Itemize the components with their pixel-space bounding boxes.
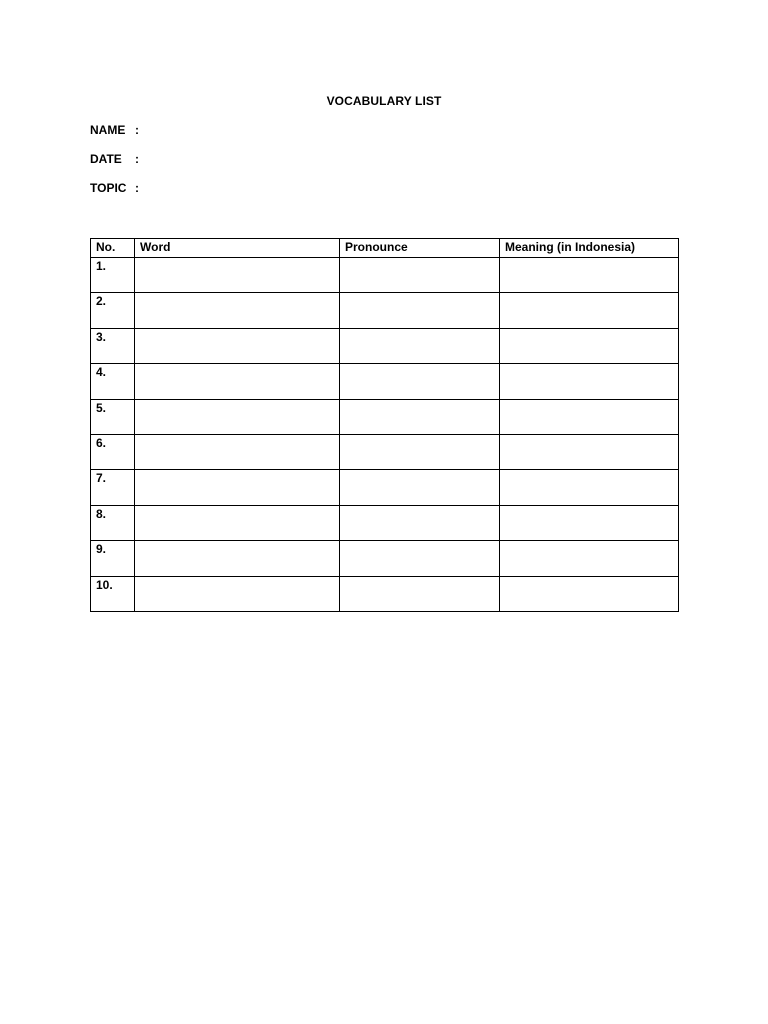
header-meaning: Meaning (in Indonesia): [500, 239, 679, 258]
word-cell: [135, 293, 340, 328]
header-pronounce: Pronounce: [340, 239, 500, 258]
row-number: 4.: [91, 364, 135, 399]
date-label: DATE: [90, 152, 122, 166]
meaning-cell: [500, 576, 679, 611]
row-number: 9.: [91, 541, 135, 576]
word-cell: [135, 470, 340, 505]
meaning-cell: [500, 293, 679, 328]
word-cell: [135, 399, 340, 434]
date-colon: :: [135, 152, 139, 166]
pronounce-cell: [340, 293, 500, 328]
table-row: [91, 541, 679, 576]
meaning-cell: [500, 258, 679, 293]
header-word: Word: [135, 239, 340, 258]
name-colon: :: [135, 123, 139, 137]
table-header-row: [91, 239, 679, 258]
topic-label: TOPIC: [90, 181, 127, 195]
table-row: [91, 399, 679, 434]
table-row: [91, 364, 679, 399]
pronounce-cell: [340, 541, 500, 576]
pronounce-cell: [340, 470, 500, 505]
pronounce-cell: [340, 576, 500, 611]
word-cell: [135, 505, 340, 540]
pronounce-cell: [340, 258, 500, 293]
name-field: [90, 123, 139, 137]
pronounce-cell: [340, 399, 500, 434]
pronounce-cell: [340, 505, 500, 540]
row-number: 8.: [91, 505, 135, 540]
word-cell: [135, 258, 340, 293]
vocabulary-table: [90, 238, 679, 612]
row-number: 3.: [91, 328, 135, 363]
table-row: [91, 434, 679, 469]
pronounce-cell: [340, 328, 500, 363]
topic-colon: :: [135, 181, 139, 195]
row-number: 10.: [91, 576, 135, 611]
meaning-cell: [500, 505, 679, 540]
row-number: 1.: [91, 258, 135, 293]
page-title: VOCABULARY LIST: [326, 94, 442, 108]
table-row: [91, 328, 679, 363]
table-row: [91, 293, 679, 328]
word-cell: [135, 364, 340, 399]
pronounce-cell: [340, 364, 500, 399]
row-number: 6.: [91, 434, 135, 469]
row-number: 7.: [91, 470, 135, 505]
row-number: 5.: [91, 399, 135, 434]
table-row: [91, 505, 679, 540]
word-cell: [135, 576, 340, 611]
table-row: [91, 258, 679, 293]
meaning-cell: [500, 364, 679, 399]
topic-field: [90, 181, 139, 195]
date-field: [90, 152, 139, 166]
table-row: [91, 470, 679, 505]
meaning-cell: [500, 399, 679, 434]
meaning-cell: [500, 470, 679, 505]
word-cell: [135, 434, 340, 469]
name-label: NAME: [90, 123, 126, 137]
word-cell: [135, 541, 340, 576]
meaning-cell: [500, 541, 679, 576]
meaning-cell: [500, 434, 679, 469]
word-cell: [135, 328, 340, 363]
header-no: No.: [91, 239, 135, 258]
pronounce-cell: [340, 434, 500, 469]
row-number: 2.: [91, 293, 135, 328]
meaning-cell: [500, 328, 679, 363]
table-row: [91, 576, 679, 611]
